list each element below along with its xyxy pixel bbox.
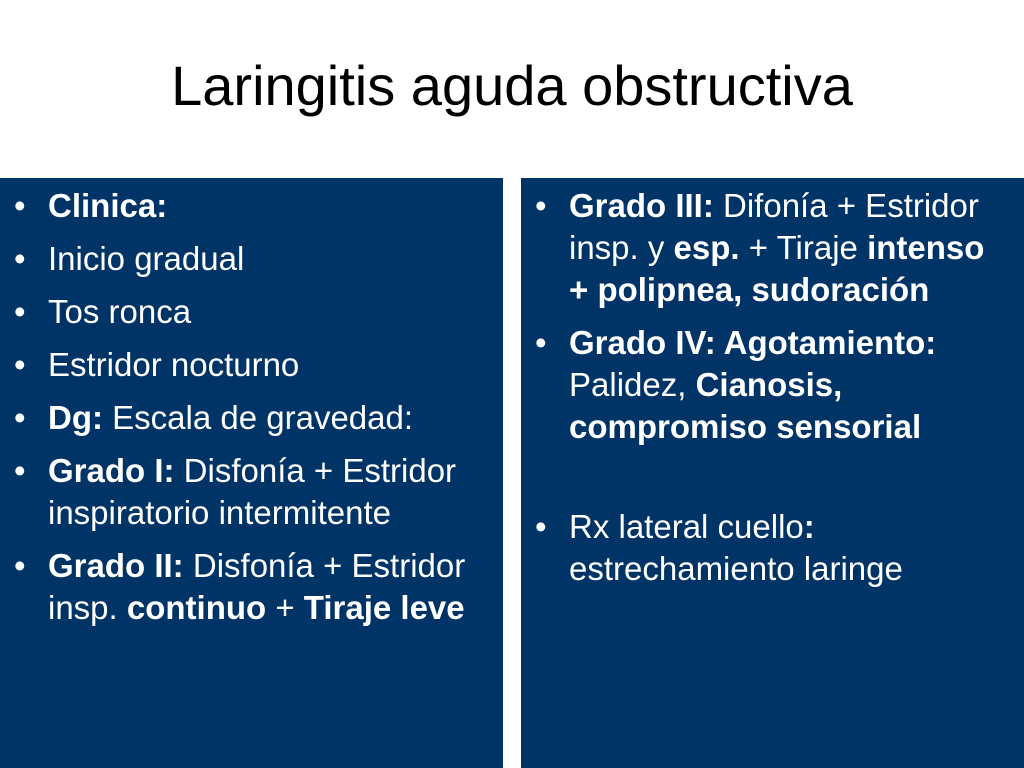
column-divider — [503, 178, 521, 768]
bullet-icon: • — [14, 346, 26, 383]
bullet-bold-text: continuo — [126, 589, 267, 626]
bullet-text: Difonía + Estridor insp. y — [569, 187, 979, 266]
bullet-icon: • — [535, 508, 547, 545]
bullet-icon: • — [14, 547, 26, 584]
bullet-text: estrechamiento laringe — [569, 550, 903, 587]
bullet-bold-text: Clinica: — [48, 187, 168, 224]
list-item — [0, 450, 490, 534]
bullet-icon: • — [14, 452, 26, 489]
bullet-text: Inicio gradual — [48, 240, 245, 277]
list-item — [521, 322, 1011, 448]
bullet-bold-text: Grado I: — [48, 452, 175, 489]
bullet-bold-text: Cianosis, compromiso sensorial — [569, 366, 922, 445]
bullet-bold-text: intenso + polipnea, sudoración — [569, 229, 985, 308]
bullet-text: Escala de gravedad: — [102, 399, 414, 436]
bullet-bold-text: Dg: — [48, 399, 103, 436]
bullet-icon: • — [535, 324, 547, 361]
bullet-text: Rx lateral cuello — [569, 508, 804, 545]
bullet-icon: • — [14, 240, 26, 277]
bullet-bold-text: esp. — [673, 229, 740, 266]
bullet-text: Disfonía + Estridor inspiratorio intermitente — [48, 452, 457, 531]
right-bullet-list — [521, 185, 1011, 601]
bullet-icon: • — [14, 399, 26, 436]
list-item — [521, 185, 1011, 311]
list-item — [0, 397, 490, 439]
bullet-text: Disfonía + Estridor insp. — [48, 547, 466, 626]
bullet-bold-text: Grado IV: Agotamiento: — [569, 324, 937, 361]
bullet-bold-text: : — [803, 508, 815, 545]
slide-title: Laringitis aguda obstructiva — [171, 54, 853, 117]
bullet-text: Tos ronca — [48, 293, 192, 330]
bullet-bold-text: Grado II: — [48, 547, 184, 584]
left-bullet-list — [0, 185, 490, 640]
bullet-bold-text: Grado III: — [569, 187, 714, 224]
bullet-icon: • — [535, 187, 547, 224]
bullet-text: + Tiraje — [739, 229, 868, 266]
bullet-text: + — [266, 589, 304, 626]
left-panel — [0, 178, 503, 768]
bullet-icon: • — [14, 293, 26, 330]
list-item — [0, 545, 490, 629]
bullet-text: Estridor nocturno — [48, 346, 300, 383]
list-item — [0, 344, 490, 386]
bullet-icon: • — [14, 187, 26, 224]
bullet-text: Palidez, — [569, 366, 696, 403]
list-item — [0, 238, 490, 280]
list-item — [521, 506, 1011, 590]
right-panel — [521, 178, 1024, 768]
bullet-bold-text: Tiraje leve — [303, 589, 465, 626]
list-item — [0, 185, 490, 227]
list-item — [0, 291, 490, 333]
